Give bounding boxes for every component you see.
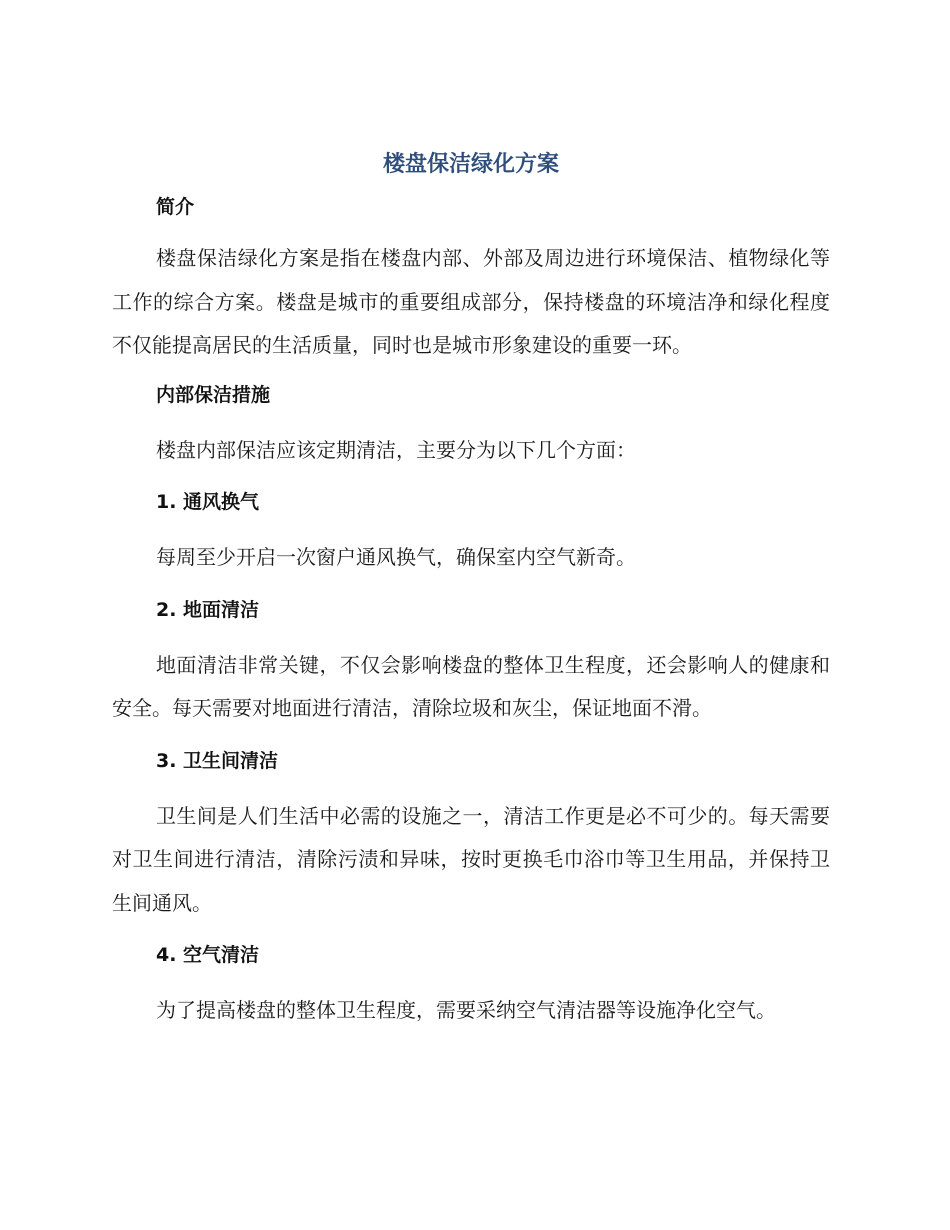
section-heading-floor: 2. 地面清洁 bbox=[156, 598, 260, 621]
document-title: 楼盘保洁绿化方案 bbox=[382, 152, 559, 177]
section-body-restroom: 卫生间是人们生活中必需的设施之一，清洁工作更是必不可少的。每天需要对卫生间进行清洁，清除污渍和异味，按时更换毛巾浴巾等卫生用品，并保持卫生间通风。 bbox=[112, 803, 830, 915]
section-body-floor: 地面清洁非常关键，不仅会影响楼盘的整体卫生程度，还会影响人的健康和安全。每天需要对地面进行清洁，清除垃圾和灰尘，保证地面不滑。 bbox=[112, 652, 830, 720]
section-heading-interior: 内部保洁措施 bbox=[156, 383, 271, 406]
section-body-intro: 楼盘保洁绿化方案是指在楼盘内部、外部及周边进行环境保洁、植物绿化等工作的综合方案。楼盘是城市的重要组成部分，保持楼盘的环境洁净和绿化程度不仅能提高居民的生活质量，同时也是城市形象建设的重要一环。 bbox=[112, 246, 830, 357]
section-body-ventilation: 每周至少开启一次窗户通风换气，确保室内空气新奇。 bbox=[156, 545, 636, 569]
document-content bbox=[112, 140, 830, 1033]
section-heading-intro: 简介 bbox=[156, 196, 195, 218]
section-heading-air: 4. 空气清洁 bbox=[156, 944, 260, 966]
section-body-interior: 楼盘内部保洁应该定期清洁，主要分为以下几个方面： bbox=[156, 437, 636, 462]
section-heading-ventilation: 1. 通风换气 bbox=[156, 491, 260, 513]
section-heading-restroom: 3. 卫生间清洁 bbox=[156, 749, 279, 772]
section-body-air: 为了提高楼盘的整体卫生程度，需要采纳空气清洁器等设施净化空气。 bbox=[156, 998, 776, 1022]
